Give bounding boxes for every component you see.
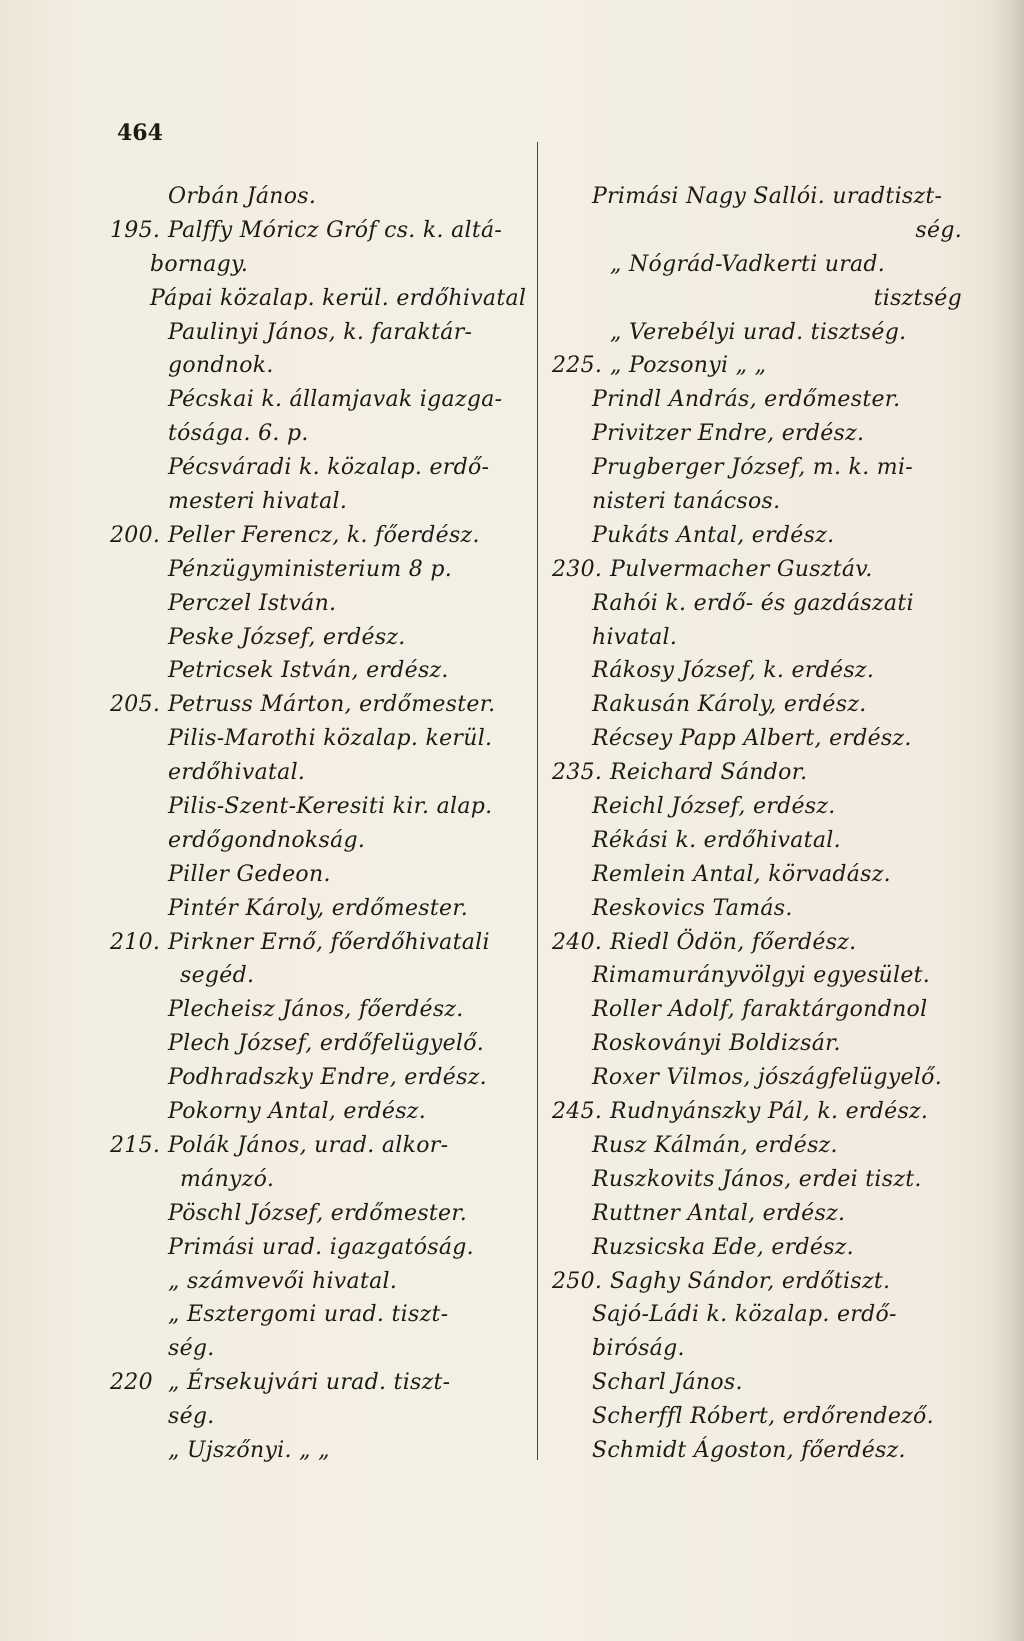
entry-line bbox=[110, 621, 540, 655]
entry-text: Paulinyi János, k. faraktár- bbox=[168, 319, 473, 345]
entry-text: Piller Gedeon. bbox=[168, 861, 331, 887]
entry-line bbox=[110, 1400, 540, 1434]
entry-number: 205. bbox=[110, 692, 161, 718]
entry-text: „ Ujszőnyi. „ „ bbox=[168, 1437, 330, 1463]
entry-line bbox=[110, 993, 540, 1027]
entry-number: 230. bbox=[552, 556, 603, 582]
entry-text: ség. bbox=[915, 217, 962, 243]
entry-text: Ruszkovits János, erdei tiszt. bbox=[592, 1166, 922, 1192]
entry-text: Perczel István. bbox=[168, 590, 337, 616]
entry-line bbox=[110, 1027, 540, 1061]
entry-text: Pöschl József, erdőmester. bbox=[168, 1200, 468, 1226]
entry-text: Reskovics Tamás. bbox=[592, 895, 793, 921]
entry-line bbox=[552, 654, 972, 688]
entry-text: Rakusán Károly, erdész. bbox=[592, 692, 867, 718]
entry-line bbox=[552, 688, 972, 722]
entry-text: Rahói k. erdő- és gazdászati bbox=[592, 590, 914, 616]
entry-text: Pulvermacher Gusztáv. bbox=[610, 556, 873, 582]
entry-line bbox=[552, 282, 972, 316]
entry-text: Peske József, erdész. bbox=[168, 624, 406, 650]
entry-text: erdőgondnokság. bbox=[168, 827, 366, 853]
entry-text: Remlein Antal, körvadász. bbox=[592, 861, 891, 887]
entry-number: 210. bbox=[110, 929, 161, 955]
entry-text: Pilis-Szent-Keresiti kir. alap. bbox=[168, 794, 493, 820]
entry-line bbox=[110, 587, 540, 621]
entry-text: ség. bbox=[168, 1336, 215, 1362]
entry-text: biróság. bbox=[592, 1336, 685, 1362]
entry-text: hivatal. bbox=[592, 624, 678, 650]
entry-line bbox=[110, 1366, 540, 1400]
entry-line bbox=[552, 1129, 972, 1163]
entry-line bbox=[552, 722, 972, 756]
entry-line bbox=[552, 1231, 972, 1265]
left-column bbox=[110, 180, 540, 1468]
entry-line bbox=[110, 214, 540, 248]
entry-line bbox=[110, 383, 540, 417]
entry-text: Plech József, erdőfelügyelő. bbox=[168, 1031, 485, 1057]
entry-line bbox=[110, 1434, 540, 1468]
entry-line bbox=[110, 1197, 540, 1231]
entry-line bbox=[552, 1197, 972, 1231]
entry-line bbox=[110, 858, 540, 892]
entry-text: Scherffl Róbert, erdőrendező. bbox=[592, 1404, 934, 1430]
entry-line bbox=[552, 790, 972, 824]
entry-line bbox=[552, 1163, 972, 1197]
entry-text: Petricsek István, erdész. bbox=[168, 658, 449, 684]
entry-number: 225. bbox=[552, 353, 603, 379]
entry-text: Reichard Sándor. bbox=[610, 760, 808, 786]
entry-line bbox=[552, 485, 972, 519]
entry-line bbox=[110, 553, 540, 587]
page-number: 464 bbox=[117, 120, 163, 146]
entry-text: gondnok. bbox=[168, 353, 274, 379]
entry-line bbox=[110, 1298, 540, 1332]
entry-text: tisztség bbox=[873, 285, 962, 311]
entry-text: Ruzsicska Ede, erdész. bbox=[592, 1234, 854, 1260]
entry-number: 240. bbox=[552, 929, 603, 955]
entry-line bbox=[552, 1265, 972, 1299]
entry-line bbox=[110, 824, 540, 858]
entry-text: Podhradszky Endre, erdész. bbox=[168, 1065, 487, 1091]
entry-line bbox=[110, 1231, 540, 1265]
entry-line bbox=[110, 926, 540, 960]
entry-line bbox=[552, 553, 972, 587]
entry-text: Ruttner Antal, erdész. bbox=[592, 1200, 846, 1226]
entry-line bbox=[552, 824, 972, 858]
entry-text: Riedl Ödön, főerdész. bbox=[610, 929, 857, 955]
entry-line bbox=[552, 1366, 972, 1400]
entry-text: Prugberger József, m. k. mi- bbox=[592, 455, 914, 481]
entry-line bbox=[552, 892, 972, 926]
entry-line bbox=[110, 1163, 540, 1197]
entry-text: „ Pozsonyi „ „ bbox=[610, 353, 767, 379]
entry-line bbox=[110, 688, 540, 722]
entry-text: Primási Nagy Sallói. uradtiszt- bbox=[592, 184, 943, 209]
entry-line bbox=[552, 993, 972, 1027]
entry-text: ség. bbox=[168, 1404, 215, 1430]
entry-line bbox=[552, 180, 972, 214]
entry-line bbox=[552, 1298, 972, 1332]
entry-text: Pécskai k. államjavak igazga- bbox=[168, 387, 503, 413]
entry-line bbox=[110, 1332, 540, 1366]
entry-text: Polák János, urad. alkor- bbox=[168, 1132, 449, 1158]
entry-text: Scharl János. bbox=[592, 1370, 743, 1396]
entry-text: Pirkner Ernő, főerdőhivatali bbox=[168, 929, 490, 955]
entry-line bbox=[552, 756, 972, 790]
entry-line bbox=[552, 519, 972, 553]
entry-line bbox=[552, 214, 972, 248]
entry-line bbox=[552, 1095, 972, 1129]
entry-text: Pintér Károly, erdőmester. bbox=[168, 895, 469, 921]
entry-line bbox=[110, 959, 540, 993]
entry-text: „ Nógrád-Vadkerti urad. bbox=[610, 251, 886, 277]
entry-line bbox=[552, 1027, 972, 1061]
entry-text: Palffy Móricz Gróf cs. k. altá- bbox=[168, 217, 503, 243]
entry-text: segéd. bbox=[180, 963, 255, 989]
entry-line bbox=[110, 248, 540, 282]
entry-text: Schmidt Ágoston, főerdész. bbox=[592, 1437, 906, 1463]
entry-text: Pilis-Marothi közalap. kerül. bbox=[168, 726, 493, 752]
entry-text: mesteri hivatal. bbox=[168, 489, 348, 515]
entry-text: Sajó-Ládi k. közalap. erdő- bbox=[592, 1302, 897, 1328]
entry-line bbox=[552, 1332, 972, 1366]
entry-text: Rusz Kálmán, erdész. bbox=[592, 1132, 838, 1158]
entry-line bbox=[552, 858, 972, 892]
entry-number: 250. bbox=[552, 1268, 603, 1294]
entry-number: 220 bbox=[110, 1370, 153, 1396]
entry-line bbox=[110, 1265, 540, 1299]
entry-text: Prindl András, erdőmester. bbox=[592, 387, 901, 413]
entry-line bbox=[552, 1061, 972, 1095]
entry-line bbox=[110, 282, 540, 316]
entry-text: Saghy Sándor, erdőtiszt. bbox=[610, 1268, 891, 1294]
entry-line bbox=[552, 621, 972, 655]
entry-line bbox=[110, 519, 540, 553]
entry-line bbox=[110, 1095, 540, 1129]
entry-line bbox=[552, 959, 972, 993]
entry-text: Roller Adolf, faraktárgondnol bbox=[592, 997, 928, 1023]
entry-text: Orbán János. bbox=[168, 184, 317, 209]
entry-text: Roskoványi Boldizsár. bbox=[592, 1031, 841, 1057]
entry-text: Rákosy József, k. erdész. bbox=[592, 658, 875, 684]
entry-text: Petruss Márton, erdőmester. bbox=[168, 692, 496, 718]
entry-line bbox=[110, 1061, 540, 1095]
entry-text: Primási urad. igazgatóság. bbox=[168, 1234, 474, 1260]
entry-line bbox=[110, 1129, 540, 1163]
entry-text: erdőhivatal. bbox=[168, 760, 306, 786]
entry-text: Rékási k. erdőhivatal. bbox=[592, 827, 841, 853]
entry-text: bornagy. bbox=[150, 251, 249, 277]
entry-line bbox=[552, 417, 972, 451]
entry-text: Plecheisz János, főerdész. bbox=[168, 997, 464, 1023]
entry-line bbox=[110, 417, 540, 451]
entry-text: mányzó. bbox=[180, 1166, 275, 1192]
entry-line bbox=[110, 654, 540, 688]
entry-number: 215. bbox=[110, 1132, 161, 1158]
entry-text: Pápai közalap. kerül. erdőhivatal bbox=[150, 285, 527, 311]
entry-text: „ Esztergomi urad. tiszt- bbox=[168, 1302, 449, 1328]
entry-text: Récsey Papp Albert, erdész. bbox=[592, 726, 912, 752]
entry-line bbox=[110, 790, 540, 824]
entry-line bbox=[552, 248, 972, 282]
entry-line bbox=[552, 349, 972, 383]
entry-text: „ számvevői hivatal. bbox=[168, 1268, 398, 1294]
entry-text: Pokorny Antal, erdész. bbox=[168, 1099, 426, 1125]
entry-line bbox=[110, 892, 540, 926]
entry-text: Pécsváradi k. közalap. erdő- bbox=[168, 455, 490, 481]
entry-line bbox=[552, 451, 972, 485]
entry-line bbox=[552, 1434, 972, 1468]
entry-line bbox=[552, 1400, 972, 1434]
entry-text: „ Érsekujvári urad. tiszt- bbox=[168, 1370, 451, 1396]
entry-line bbox=[552, 383, 972, 417]
entry-number: 245. bbox=[552, 1099, 603, 1125]
right-column bbox=[552, 180, 972, 1468]
entry-line bbox=[110, 722, 540, 756]
entry-text: Pénzügyministerium 8 p. bbox=[168, 556, 453, 582]
entry-number: 195. bbox=[110, 217, 161, 243]
entry-text: Roxer Vilmos, jószágfelügyelő. bbox=[592, 1065, 943, 1091]
entry-line bbox=[110, 316, 540, 350]
entry-line bbox=[110, 756, 540, 790]
entry-text: Pukáts Antal, erdész. bbox=[592, 522, 835, 548]
entry-text: Rimamurányvölgyi egyesület. bbox=[592, 963, 931, 989]
entry-text: tósága. 6. p. bbox=[168, 421, 309, 447]
entry-text: Privitzer Endre, erdész. bbox=[592, 421, 865, 447]
entry-text: Reichl József, erdész. bbox=[592, 794, 836, 820]
entry-line bbox=[110, 349, 540, 383]
entry-line bbox=[110, 451, 540, 485]
entry-line bbox=[552, 587, 972, 621]
entry-number: 235. bbox=[552, 760, 603, 786]
entry-line bbox=[110, 485, 540, 519]
entry-text: „ Verebélyi urad. tisztség. bbox=[610, 319, 907, 345]
entry-text: nisteri tanácsos. bbox=[592, 489, 781, 515]
entry-text: Rudnyánszky Pál, k. erdész. bbox=[610, 1099, 929, 1125]
entry-text: Peller Ferencz, k. főerdész. bbox=[168, 522, 480, 548]
entry-line bbox=[552, 926, 972, 960]
entry-line bbox=[552, 316, 972, 350]
entry-number: 200. bbox=[110, 522, 161, 548]
page-edge-shadow bbox=[990, 0, 1024, 1641]
entry-line bbox=[110, 180, 540, 214]
